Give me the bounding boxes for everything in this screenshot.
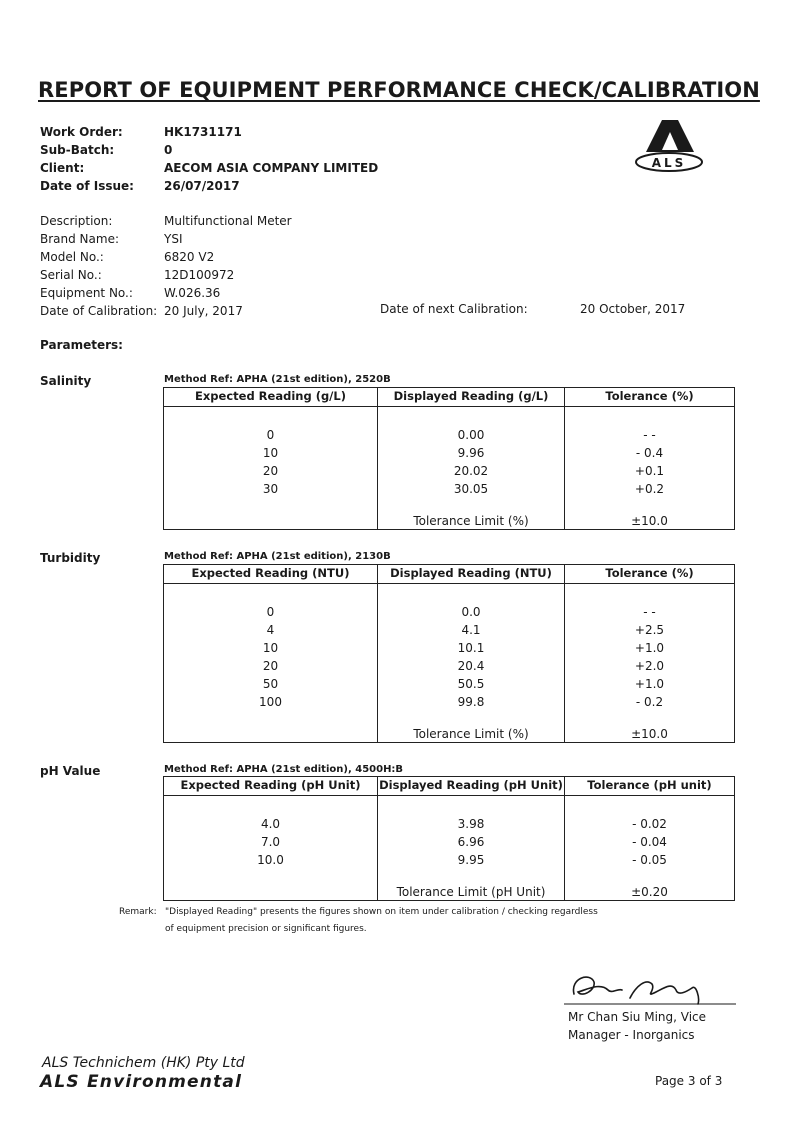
logo-text: ALS xyxy=(651,156,687,170)
table-cell: +1.0 xyxy=(634,677,665,691)
table-cell: 30 xyxy=(262,482,279,496)
table-cell: 10.0 xyxy=(257,853,284,867)
table-cell: 20.02 xyxy=(453,464,489,478)
table-cell: - 0.05 xyxy=(632,853,667,867)
table-cell: 9.95 xyxy=(457,853,485,867)
table-column xyxy=(565,406,734,529)
table-column xyxy=(378,583,565,742)
section-name: pH Value xyxy=(40,764,101,778)
table-cell: 30.05 xyxy=(453,482,489,496)
header-info xyxy=(40,123,440,195)
column-header: Expected Reading (g/L) xyxy=(164,388,378,406)
page-number: Page 3 of 3 xyxy=(655,1074,723,1088)
footer-brand-logo: ALS Environmental xyxy=(40,1072,243,1092)
column-header: Displayed Reading (NTU) xyxy=(378,565,565,583)
table-column xyxy=(565,583,734,742)
table-cell: 0.0 xyxy=(461,605,481,619)
info-label: Serial No.: xyxy=(40,268,102,282)
signer-title: Manager - Inorganics xyxy=(568,1028,695,1042)
tolerance-limit-value: ±0.20 xyxy=(631,885,668,899)
table-header xyxy=(164,388,734,407)
table-cell: - - xyxy=(643,605,656,619)
table-cell: 50.5 xyxy=(457,677,485,691)
column-header: Tolerance (%) xyxy=(605,566,694,580)
table-cell: 10 xyxy=(262,446,279,460)
table-cell: 7.0 xyxy=(260,835,281,849)
table-cell: 50 xyxy=(262,677,279,691)
column-header: Expected Reading (pH Unit) xyxy=(164,777,378,795)
table-cell: 99.8 xyxy=(457,695,485,709)
table-cell: - 0.02 xyxy=(632,817,667,831)
info-value: YSI xyxy=(164,232,183,246)
table-cell: 10 xyxy=(262,641,279,655)
tolerance-limit-label: Tolerance Limit (pH Unit) xyxy=(396,885,546,899)
column-header: Tolerance (pH unit) xyxy=(587,778,712,792)
table-cell: 0 xyxy=(266,428,275,442)
next-calibration-label: Date of next Calibration: xyxy=(380,302,528,316)
column-header: Tolerance (%) xyxy=(605,389,694,403)
column-header: Expected Reading (NTU) xyxy=(164,565,378,583)
remark-text-line1: "Displayed Reading" presents the figures shown on item under calibration / checking regardless xyxy=(165,907,598,917)
table-cell: +1.0 xyxy=(634,641,665,655)
table-cell: 4.0 xyxy=(260,817,281,831)
column-header: Displayed Reading (g/L) xyxy=(378,388,565,406)
section-name: Turbidity xyxy=(40,551,101,565)
column-header: Displayed Reading (pH Unit) xyxy=(378,777,565,795)
info-label: Client: xyxy=(40,161,85,175)
table-column xyxy=(378,795,565,900)
table-cell: +2.5 xyxy=(634,623,665,637)
tolerance-limit-label: Tolerance Limit (%) xyxy=(413,514,529,528)
info-label: Description: xyxy=(40,214,113,228)
info-label: Model No.: xyxy=(40,250,104,264)
remark-label: Remark: xyxy=(119,907,157,917)
table-cell: 100 xyxy=(259,695,282,709)
report-title: REPORT OF EQUIPMENT PERFORMANCE CHECK/CALIBRATION xyxy=(38,78,760,102)
remark-text-line2: of equipment precision or significant figures. xyxy=(165,924,367,934)
table-cell: 20.4 xyxy=(457,659,485,673)
table-column xyxy=(565,795,734,900)
table-column xyxy=(164,795,378,900)
info-value: 0 xyxy=(164,143,173,157)
tolerance-limit-label: Tolerance Limit (%) xyxy=(413,727,529,741)
info-value: Multifunctional Meter xyxy=(164,214,292,228)
table-cell: 6.96 xyxy=(457,835,485,849)
method-reference: Method Ref: APHA (21st edition), 2520B xyxy=(164,374,391,385)
info-label: Brand Name: xyxy=(40,232,120,246)
info-value: 6820 V2 xyxy=(164,250,215,264)
info-label: Date of Issue: xyxy=(40,179,134,193)
method-reference: Method Ref: APHA (21st edition), 2130B xyxy=(164,551,391,562)
info-value: 20 July, 2017 xyxy=(164,304,243,318)
info-label: Sub-Batch: xyxy=(40,143,115,157)
table-cell: +0.2 xyxy=(634,482,665,496)
tolerance-limit-value: ±10.0 xyxy=(631,514,668,528)
table-column xyxy=(378,406,565,529)
table-cell: +0.1 xyxy=(634,464,665,478)
calibration-table xyxy=(163,776,735,901)
section-name: Salinity xyxy=(40,374,92,388)
table-cell: 9.96 xyxy=(457,446,485,460)
table-cell: 0 xyxy=(266,605,275,619)
info-label: Work Order: xyxy=(40,125,123,139)
info-label: Date of Calibration: xyxy=(40,304,158,318)
info-value: AECOM ASIA COMPANY LIMITED xyxy=(164,161,379,175)
tolerance-limit-value: ±10.0 xyxy=(631,727,668,741)
method-reference: Method Ref: APHA (21st edition), 4500H:B xyxy=(164,764,404,775)
table-header xyxy=(164,565,734,584)
calibration-table xyxy=(163,387,735,530)
table-cell: +2.0 xyxy=(634,659,665,673)
next-calibration-value: 20 October, 2017 xyxy=(580,302,686,316)
table-column xyxy=(164,583,378,742)
table-cell: 0.00 xyxy=(457,428,485,442)
als-triangle-logo-icon xyxy=(632,114,706,176)
table-cell: 20 xyxy=(262,659,279,673)
table-cell: - - xyxy=(643,428,656,442)
footer-company: ALS Technichem (HK) Pty Ltd xyxy=(42,1055,245,1071)
calibration-table xyxy=(163,564,735,743)
table-cell: 4.1 xyxy=(461,623,481,637)
table-column xyxy=(164,406,378,529)
table-cell: - 0.2 xyxy=(635,695,664,709)
table-header xyxy=(164,777,734,796)
info-value: 26/07/2017 xyxy=(164,179,240,193)
signer-name: Mr Chan Siu Ming, Vice xyxy=(568,1010,707,1024)
table-cell: 4 xyxy=(266,623,275,637)
table-cell: - 0.04 xyxy=(632,835,667,849)
info-value: HK1731171 xyxy=(164,125,242,139)
info-value: 12D100972 xyxy=(164,268,235,282)
table-cell: 20 xyxy=(262,464,279,478)
table-cell: 10.1 xyxy=(457,641,485,655)
signature-image xyxy=(560,968,740,1010)
table-cell: 3.98 xyxy=(457,817,485,831)
info-label: Equipment No.: xyxy=(40,286,133,300)
parameters-label: Parameters: xyxy=(40,338,123,352)
info-value: W.026.36 xyxy=(164,286,221,300)
table-cell: - 0.4 xyxy=(635,446,664,460)
